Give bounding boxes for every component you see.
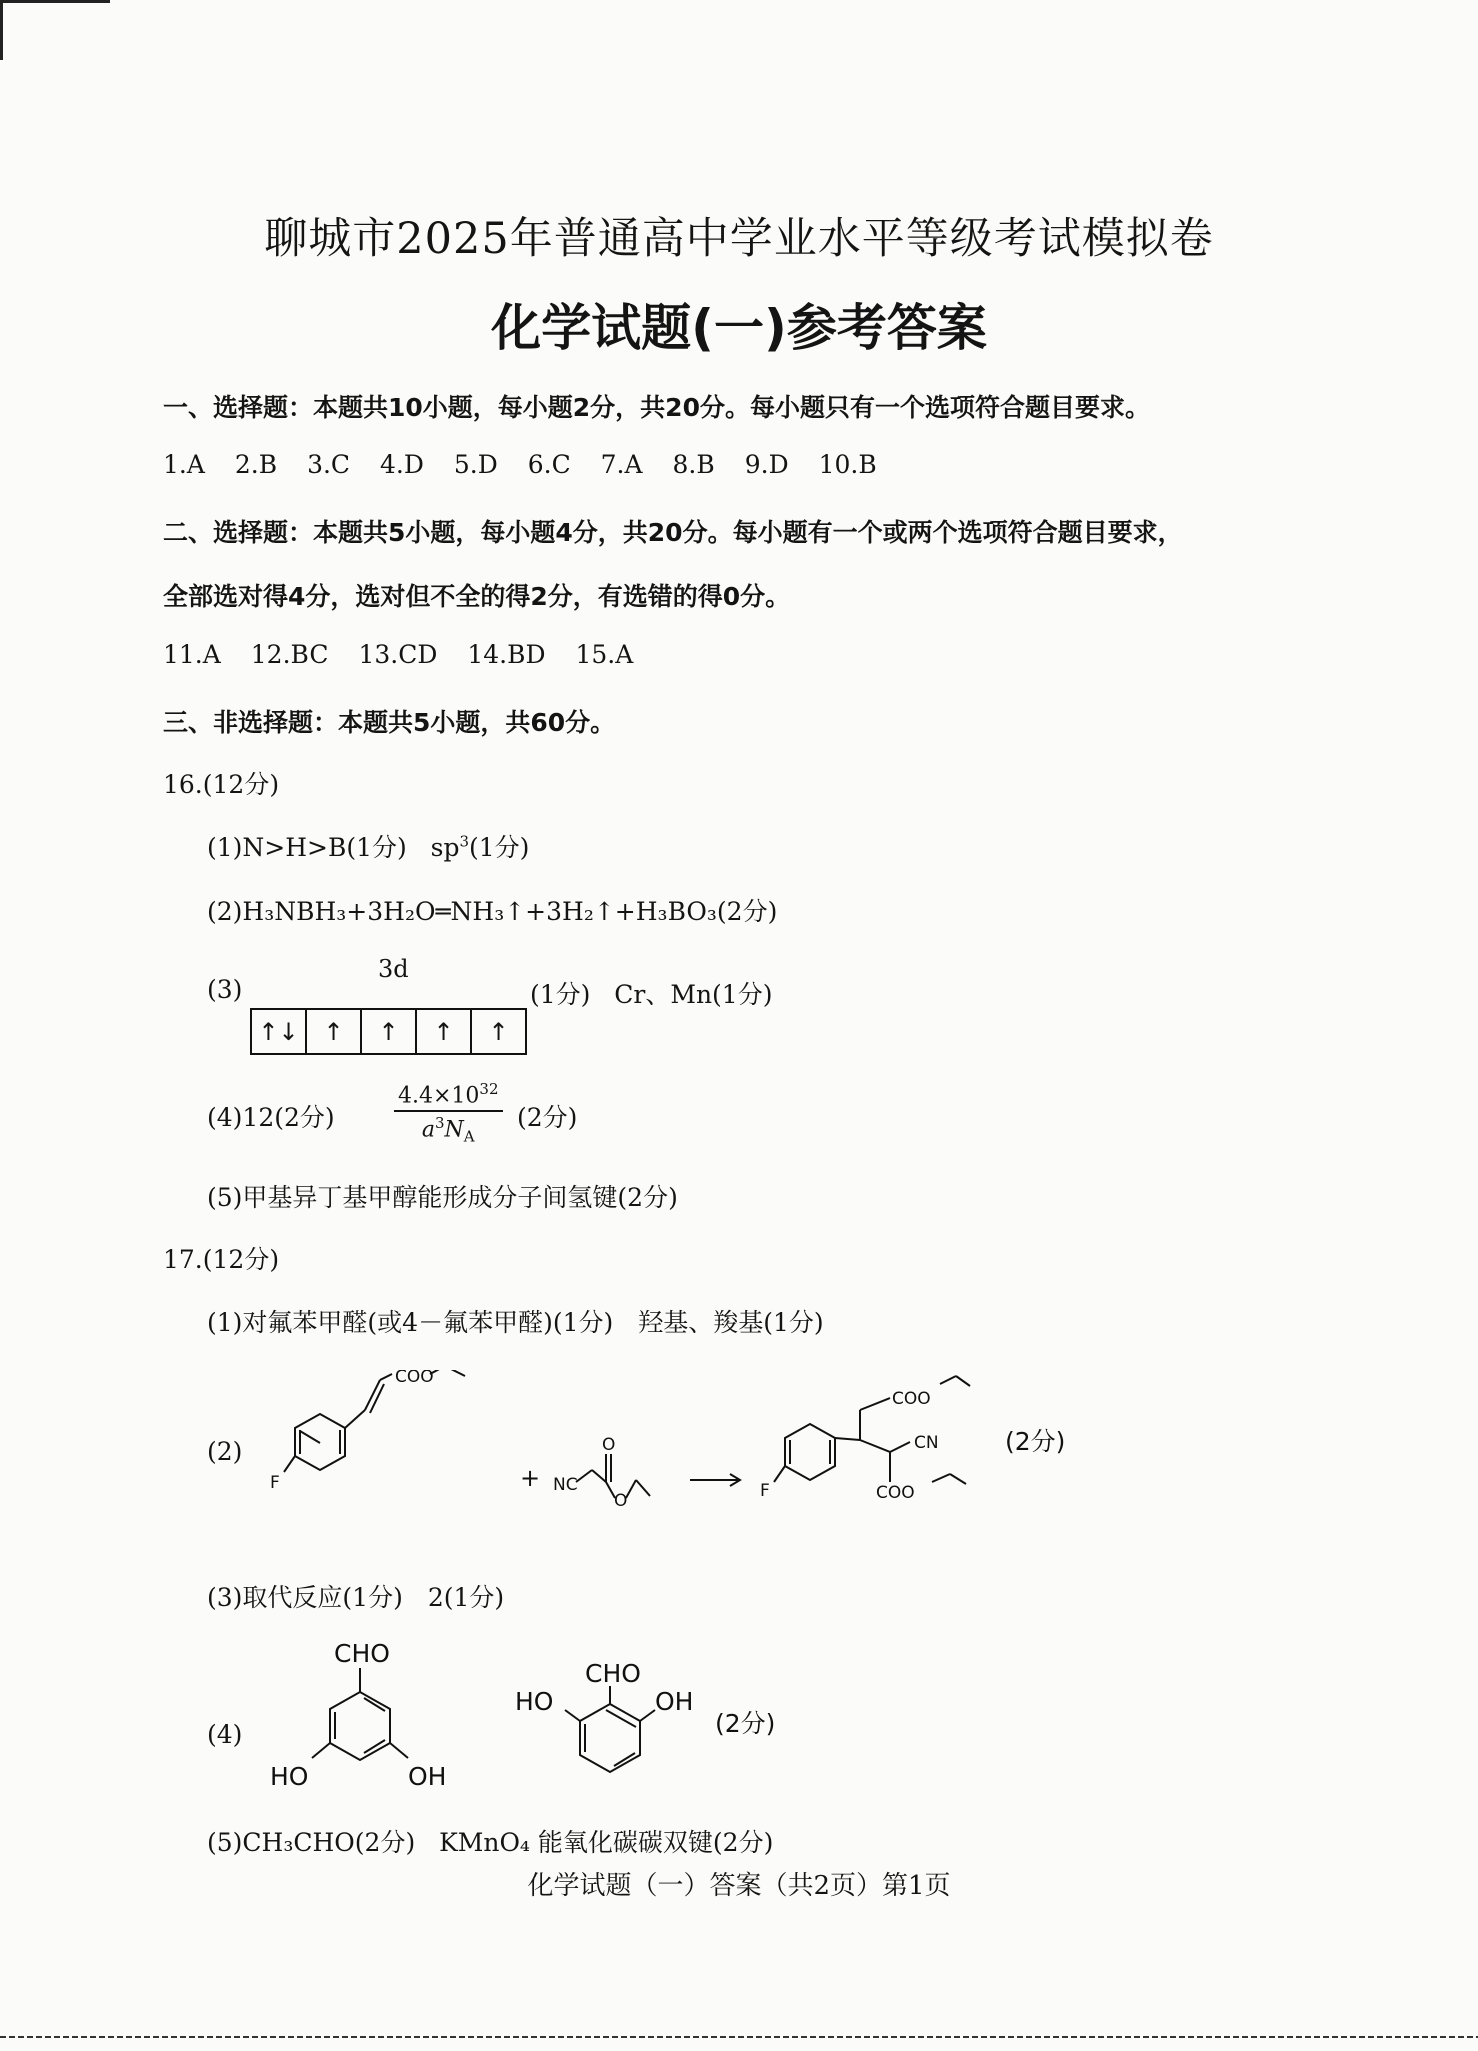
ho-label: HO — [515, 1687, 554, 1716]
o-label: O — [602, 1435, 616, 1455]
orbital-box: ↑ — [307, 1010, 362, 1053]
q17-part2-score: (2分) — [1005, 1427, 1066, 1456]
q16-part5: (5)甲基异丁基甲醇能形成分子间氢键(2分) — [207, 1183, 678, 1212]
density-fraction — [394, 1080, 503, 1146]
orbital-label: 3d — [378, 955, 409, 983]
q16-part1: (1)N>H>B(1分) $sp^3(1$分) — [207, 832, 530, 862]
orbital-box: ↑ — [362, 1010, 417, 1053]
oh-label: OH — [655, 1687, 694, 1716]
f-label: F — [760, 1481, 770, 1501]
q17-part1: (1)对氟苯甲醛(或4－氟苯甲醛)(1分) 羟基、羧基(1分) — [207, 1308, 824, 1337]
answer-item: 14.BD — [467, 640, 546, 669]
answer-item: 13.CD — [358, 640, 438, 669]
cho-label: CHO — [585, 1659, 641, 1688]
orbital-box: ↑↓ — [252, 1010, 307, 1053]
section2-heading-cont: 全部选对得4分，选对但不全的得2分，有选错的得0分。 — [163, 582, 791, 611]
answer-item: 10.B — [818, 450, 877, 479]
q17-part5: (5)CH₃CHO(2分) KMnO₄ 能氧化碳碳双键(2分) — [207, 1828, 774, 1857]
answer-item: 4.D — [380, 450, 424, 479]
section2-heading: 二、选择题：本题共5小题，每小题4分，共20分。每小题有一个或两个选项符合题目要求， — [163, 518, 1183, 547]
scan-edge — [0, 2036, 1478, 2038]
answer-title: 化学试题(一)参考答案 — [491, 299, 987, 357]
orbital-diagram — [250, 1008, 527, 1055]
oh-label: OH — [408, 1762, 447, 1791]
ho-label: HO — [270, 1762, 309, 1791]
section1-heading: 一、选择题：本题共10小题，每小题2分，共20分。每小题只有一个选项符合题目要求。 — [163, 393, 1150, 422]
page-footer: 化学试题（一）答案（共2页）第1页 — [527, 1871, 951, 1901]
plus-sign: + — [520, 1464, 541, 1492]
answer-item: 5.D — [453, 450, 498, 479]
q17-part4-label: (4) — [207, 1720, 243, 1749]
scan-edge — [0, 0, 3, 60]
section3-heading: 三、非选择题：本题共5小题，共60分。 — [163, 708, 616, 737]
answer-item: 15.A — [575, 640, 634, 669]
q16-header: 16.(12分) — [163, 770, 280, 799]
coo-label: COO — [876, 1483, 915, 1503]
f-label: F — [270, 1473, 280, 1493]
fraction-denominator: $a^3N_A$ — [421, 1114, 475, 1147]
answer-item: 3.C — [307, 450, 351, 479]
q16-part3-score: (1分) Cr、Mn(1分) — [530, 980, 773, 1009]
cho-label: CHO — [334, 1640, 390, 1668]
answer-item: 6.C — [527, 450, 571, 479]
coo-label: COO — [395, 1370, 434, 1387]
q17-part3: (3)取代反应(1分) 2(1分) — [207, 1583, 505, 1612]
answer-item: 11.A — [163, 640, 221, 669]
section2-answers — [163, 640, 655, 669]
answer-item: 2.B — [234, 450, 278, 479]
answer-item: 9.D — [744, 450, 789, 479]
q16-part4-score: (2分) — [517, 1103, 578, 1132]
orbital-box: ↑ — [488, 1017, 509, 1046]
orbital-box: ↑ — [417, 1010, 472, 1053]
exam-title: 聊城市2025年普通高中学业水平等级考试模拟卷 — [264, 214, 1214, 264]
nc-label: NC — [553, 1475, 578, 1495]
q17-part2-label: (2) — [207, 1437, 243, 1466]
cn-label: CN — [914, 1433, 939, 1453]
answer-item: 12.BC — [250, 640, 329, 669]
coo-label: COO — [892, 1389, 931, 1409]
section1-answers — [163, 450, 899, 479]
q17-part4-score: (2分) — [715, 1709, 776, 1738]
q16-part4: (4)12(2分) — [207, 1103, 335, 1132]
scan-edge — [0, 0, 110, 3]
q16-part3-label: (3) — [207, 975, 243, 1004]
answer-item: 7.A — [600, 450, 643, 479]
fraction-numerator: $4.4\times 10^{32}$ — [394, 1080, 503, 1112]
q16-part2: (2)H₃NBH₃+3H₂O═NH₃↑+3H₂↑+H₃BO₃(2分) — [207, 897, 778, 926]
answer-item: 1.A — [163, 450, 205, 479]
answer-item: 8.B — [672, 450, 715, 479]
o-label: O — [614, 1491, 628, 1511]
q17-header: 17.(12分) — [163, 1245, 280, 1274]
isomer-structures — [260, 1640, 780, 1800]
reaction-scheme — [270, 1370, 1090, 1540]
